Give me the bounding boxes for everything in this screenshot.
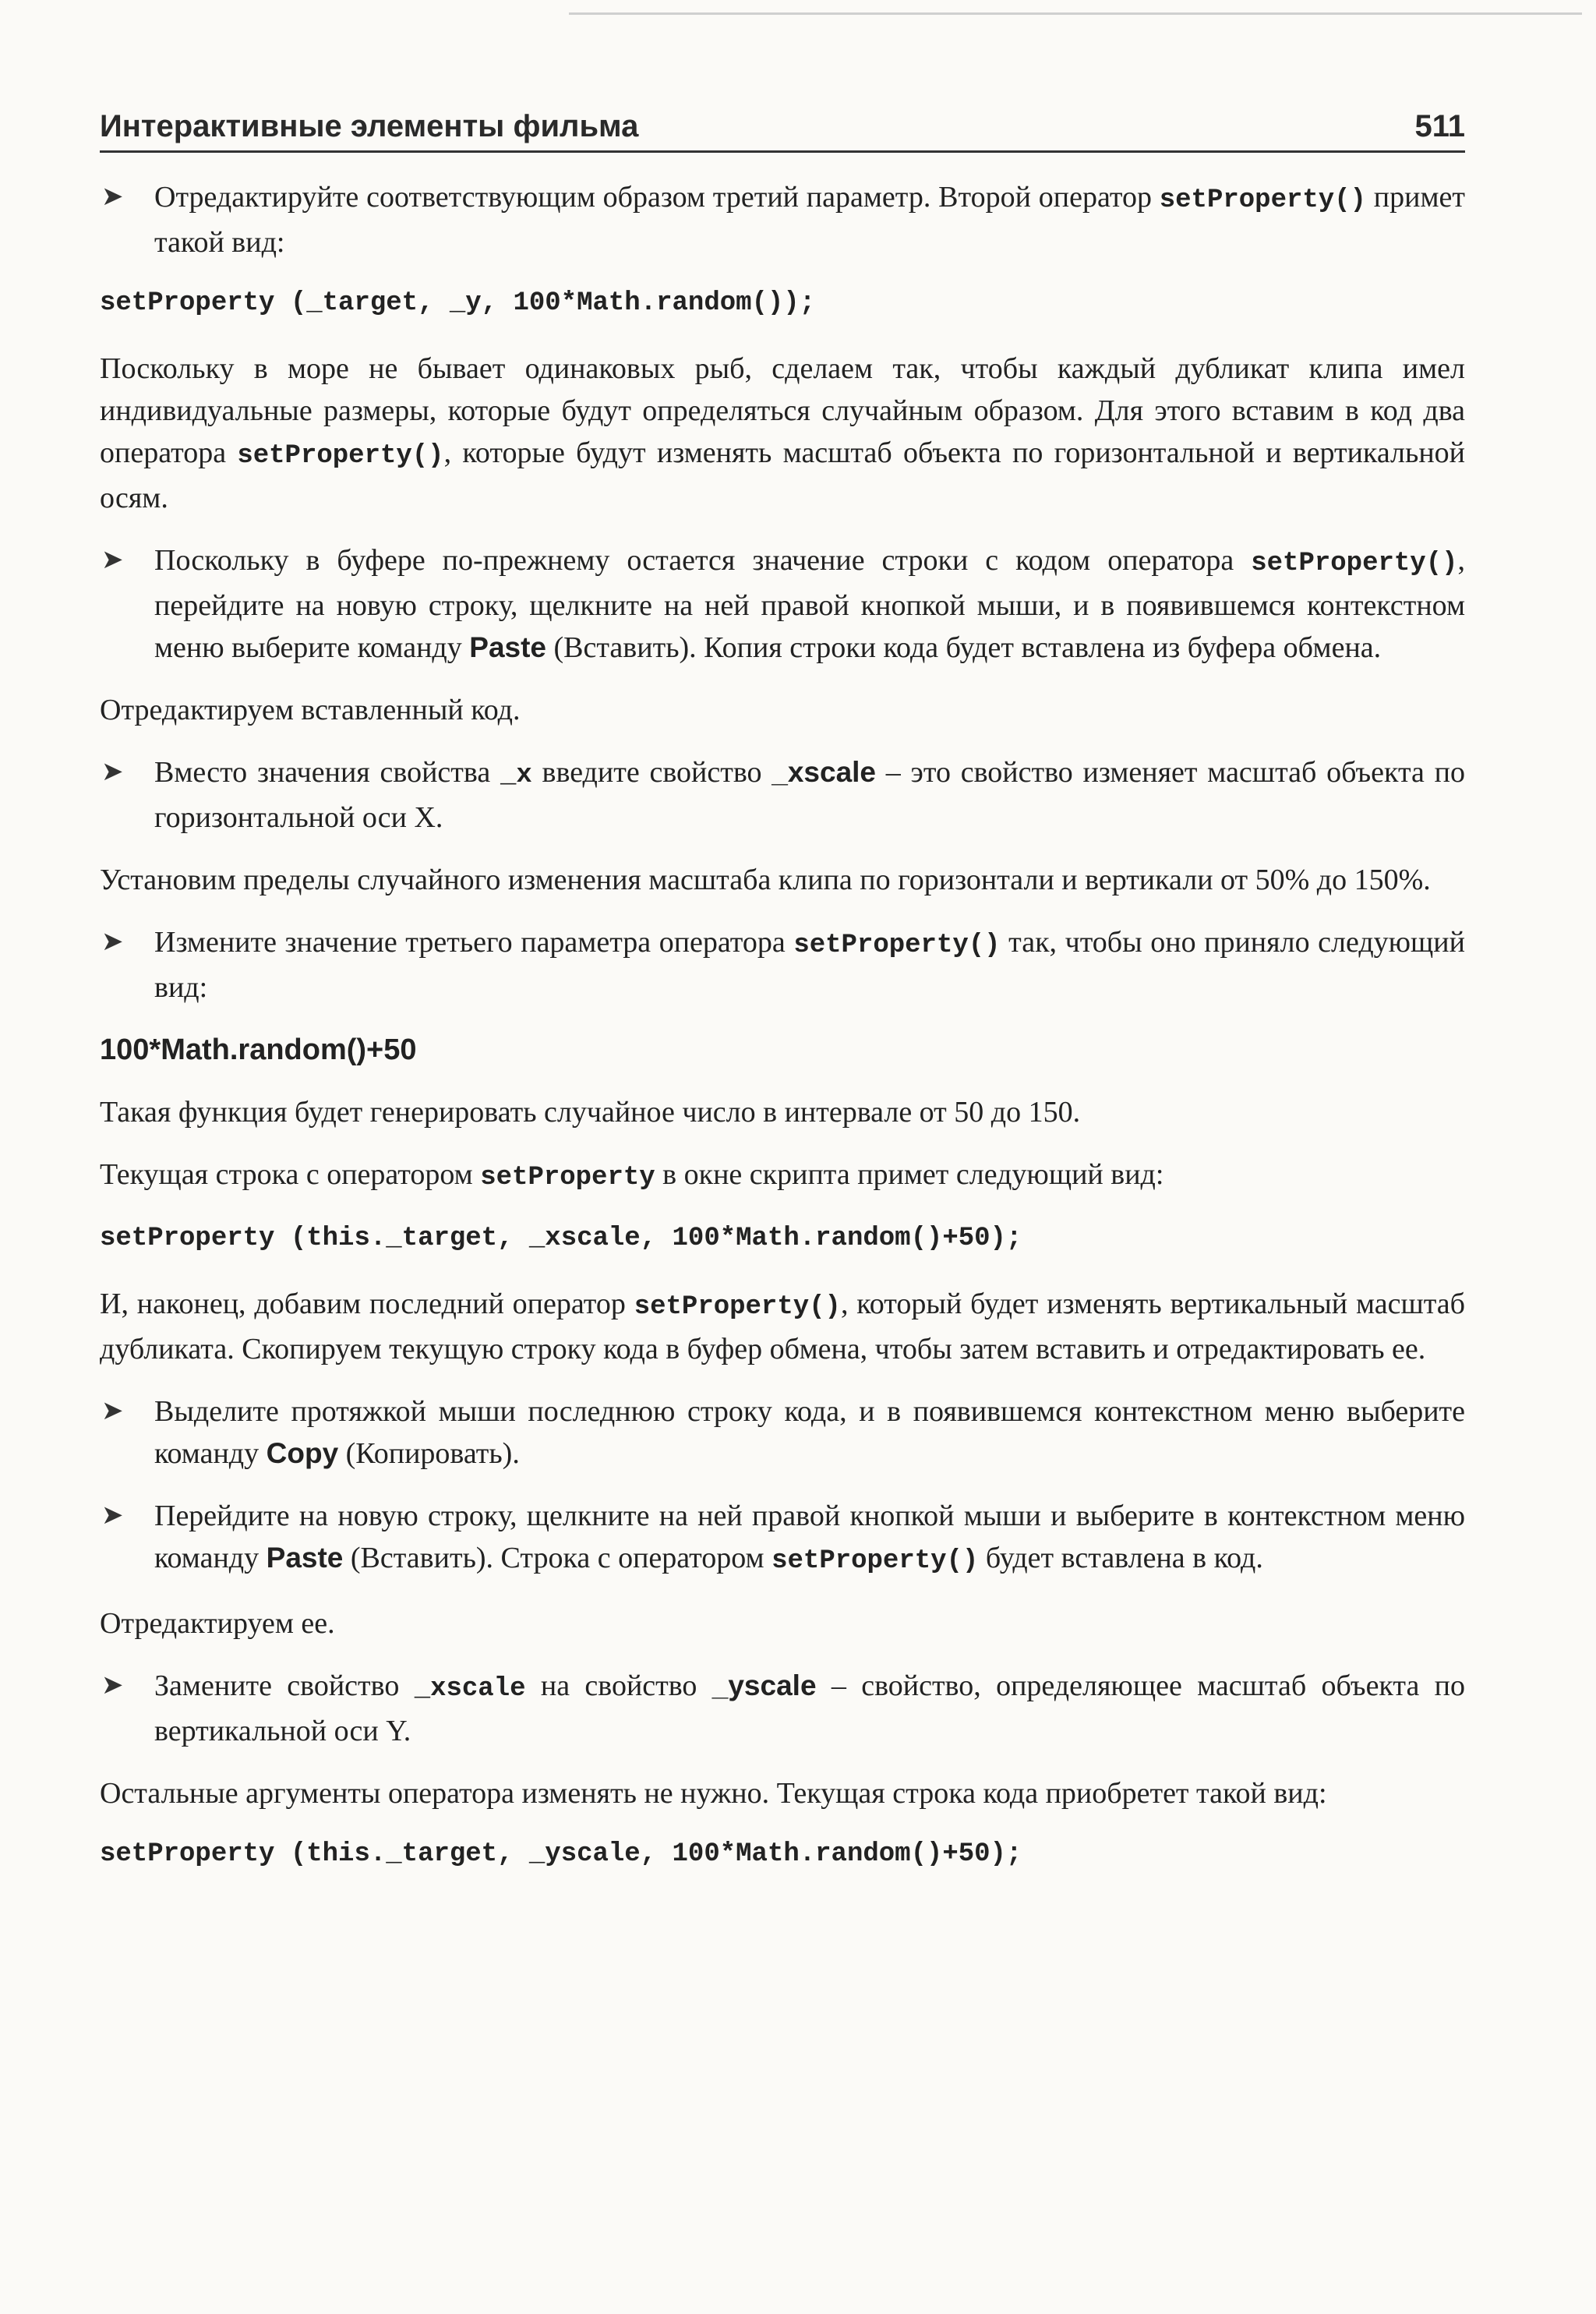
instruction-text: Поскольку в буфере по-прежнему остается значение строки с кодом оператора setProperty(), перейдите на новую строку, щелкните на ней правой кнопкой мыши, и в появившемся контекстном меню выберите команду Paste (Вставить). Копия строки кода будет вставлена из буфера обмена. xyxy=(154,544,1465,664)
inline-code: _xscale xyxy=(414,1674,526,1704)
arrowhead-bullet-icon: ➤ xyxy=(101,927,124,956)
inline-code: setProperty() xyxy=(634,1292,841,1322)
instruction-text: Измените значение третьего параметра оператора setProperty() так, чтобы оно приняло следующий вид: xyxy=(154,926,1465,1004)
arrowhead-bullet-icon: ➤ xyxy=(101,1397,124,1425)
menu-command: Paste xyxy=(266,1542,344,1574)
book-page xyxy=(100,109,1465,1899)
page-body xyxy=(100,176,1465,1874)
formula-line: 100*Math.random()+50 xyxy=(100,1033,417,1066)
paragraph: Отредактируем ее. xyxy=(100,1607,335,1640)
instruction-text: Перейдите на новую строку, щелкните на ней правой кнопкой мыши и выберите в контекстном меню команду Paste (Вставить). Строка с оператором setProperty() будет вставлена в код. xyxy=(154,1500,1465,1576)
property-name: _yscale xyxy=(711,1669,817,1701)
inline-code: setProperty() xyxy=(793,931,1001,960)
paragraph: Текущая строка с оператором setProperty в окне скрипта примет следующий вид: xyxy=(100,1158,1164,1192)
instruction-item xyxy=(100,176,1465,263)
property-name: _xscale xyxy=(772,756,877,788)
code-line: setProperty (_target, _y, 100*Math.random()); xyxy=(100,288,816,318)
instruction-item xyxy=(100,1495,1465,1582)
running-header xyxy=(100,109,1465,153)
instruction-item xyxy=(100,1665,1465,1752)
top-edge-line xyxy=(569,12,1582,15)
instruction-text: Выделите протяжкой мыши последнюю строку кода, и в появившемся контекстном меню выберите команду Copy (Копировать). xyxy=(154,1395,1465,1470)
arrowhead-bullet-icon: ➤ xyxy=(101,546,124,574)
arrowhead-bullet-icon: ➤ xyxy=(101,182,124,211)
instruction-item xyxy=(100,1390,1465,1475)
instruction-item xyxy=(100,539,1465,669)
paragraph: Поскольку в море не бывает одинаковых рыб, сделаем так, чтобы каждый дубликат клипа имел индивидуальные размеры, которые будут определяться случайным образом. Для этого вставим в код два оператора setProperty(), которые будут изменять масштаб объекта по горизонтальной и вертикальной осям. xyxy=(100,352,1465,514)
inline-code: _x xyxy=(500,761,532,790)
menu-command: Paste xyxy=(469,631,546,663)
arrowhead-bullet-icon: ➤ xyxy=(101,758,124,786)
instruction-text: Отредактируйте соответствующим образом третий параметр. Второй оператор setProperty() примет такой вид: xyxy=(154,181,1465,259)
instruction-item xyxy=(100,751,1465,839)
paragraph: Установим пределы случайного изменения масштаба клипа по горизонтали и вертикали от 50% до 150%. xyxy=(100,864,1431,896)
paragraph: Остальные аргументы оператора изменять не нужно. Текущая строка кода приобретет такой вид: xyxy=(100,1777,1327,1810)
inline-code: setProperty() xyxy=(772,1546,979,1576)
inline-code: setProperty() xyxy=(1159,185,1366,215)
paragraph: И, наконец, добавим последний оператор setProperty(), который будет изменять вертикальный масштаб дубликата. Скопируем текущую строку кода в буфер обмена, чтобы затем вставить и отредактировать ее. xyxy=(100,1288,1465,1365)
paragraph: Такая функция будет генерировать случайное число в интервале от 50 до 150. xyxy=(100,1096,1081,1129)
page-number: 511 xyxy=(1414,109,1465,143)
arrowhead-bullet-icon: ➤ xyxy=(101,1501,124,1530)
paragraph: Отредактируем вставленный код. xyxy=(100,694,521,726)
code-line: setProperty (this._target, _xscale, 100*Math.random()+50); xyxy=(100,1224,1022,1253)
inline-code: setProperty xyxy=(480,1163,655,1192)
menu-command: Copy xyxy=(266,1437,339,1469)
instruction-text: Вместо значения свойства _x введите свойство _xscale – это свойство изменяет масштаб объекта по горизонтальной оси X. xyxy=(154,756,1465,834)
chapter-title: Интерактивные элементы фильма xyxy=(100,109,639,143)
instruction-text: Замените свойство _xscale на свойство _yscale – свойство, определяющее масштаб объекта по вертикальной оси Y. xyxy=(154,1669,1466,1747)
arrowhead-bullet-icon: ➤ xyxy=(101,1671,124,1700)
instruction-item xyxy=(100,921,1465,1009)
code-line: setProperty (this._target, _yscale, 100*Math.random()+50); xyxy=(100,1839,1022,1869)
inline-code: setProperty() xyxy=(237,441,444,471)
inline-code: setProperty() xyxy=(1251,549,1458,578)
